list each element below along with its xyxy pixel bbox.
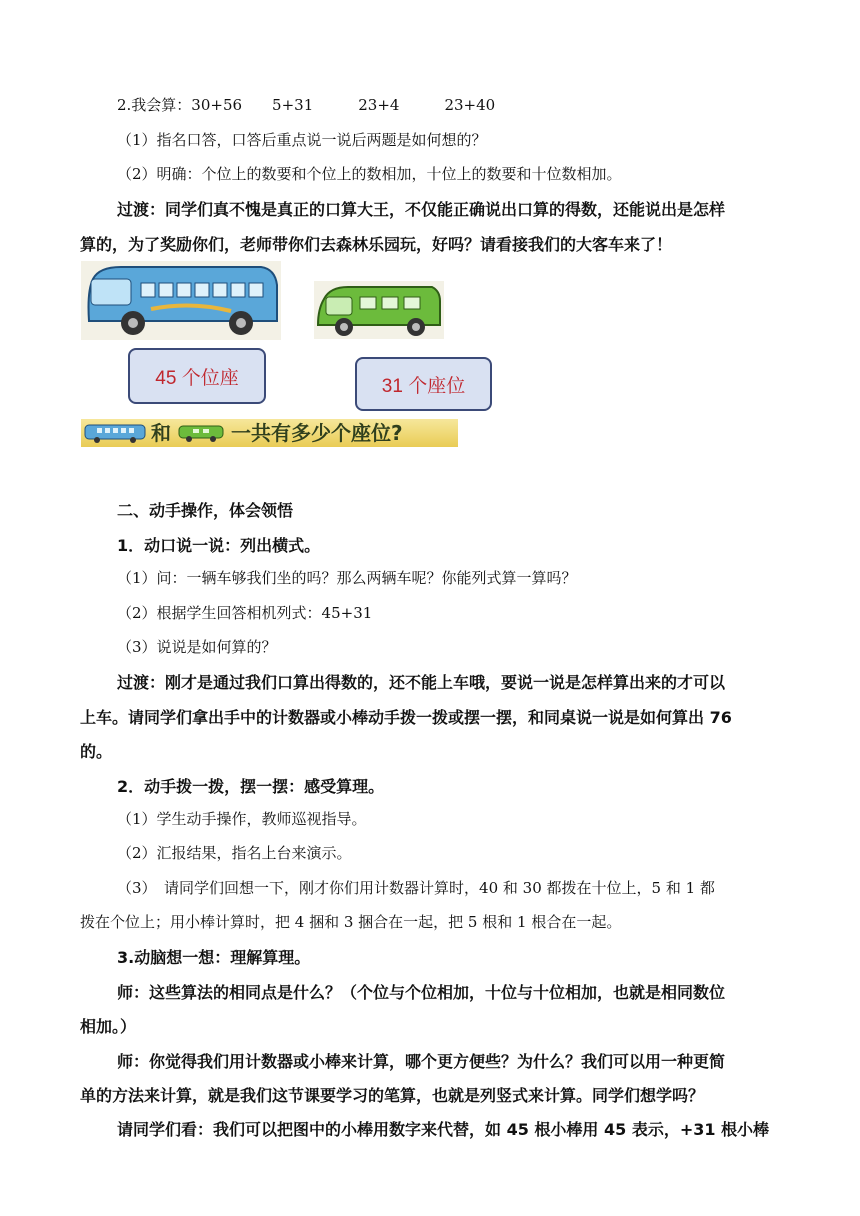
teacher-question-3-line-1: 请同学们看：我们可以把图中的小棒用数字来代替，如 45 根小棒用 45 表示，+31 根小棒 <box>117 1120 770 1139</box>
big-bus-seats-box <box>128 348 266 404</box>
step-2-title: 2．动手拨一拨，摆一摆：感受算理。 <box>117 777 385 796</box>
teacher-question-1-line-2: 相加。） <box>80 1017 137 1036</box>
small-van-image <box>314 281 444 339</box>
exercise-title: 2.我会算：30+56 5+31 23+4 23+40 <box>117 96 496 114</box>
step-1-title: 1．动口说一说：列出横式。 <box>117 536 321 555</box>
banner-question: 一共有多少个座位? <box>231 421 403 445</box>
step-3-title: 3.动脑想一想：理解算理。 <box>117 948 311 967</box>
teacher-question-2-line-2: 单的方法来计算，就是我们这节课要学习的笔算，也就是列竖式来计算。同学们想学吗？ <box>80 1086 705 1105</box>
transition-2-line-1: 过渡：刚才是通过我们口算出得数的，还不能上车哦，要说一说是怎样算出来的才可以 <box>117 673 726 692</box>
transition-2-line-3: 的。 <box>80 742 113 761</box>
step-1-item-1: （1）问：一辆车够我们坐的吗？那么两辆车呢？你能列式算一算吗？ <box>117 569 577 587</box>
step-2-item-2: （2）汇报结果，指名上台来演示。 <box>117 844 352 862</box>
small-bus-seats-box <box>355 357 492 411</box>
step-2-item-3-line-2: 拨在个位上；用小棒计算时，把 4 捆和 3 捆合在一起，把 5 根和 1 根合在一起。 <box>80 913 622 931</box>
transition-2-line-2: 上车。请同学们拿出手中的计数器或小棒动手拨一拨或摆一摆，和同桌说一说是如何算出 76 <box>80 708 732 727</box>
mini-van-icon <box>177 423 225 443</box>
small-bus-seats-label: 31 个座位 <box>381 375 466 397</box>
mini-bus-icon <box>83 422 147 444</box>
section-heading: 二、动手操作，体会领悟 <box>117 501 294 520</box>
teacher-question-1-line-1: 师：这些算法的相同点是什么？（个位与个位相加，十位与十位相加，也就是相同数位 <box>117 983 726 1002</box>
big-bus-seats-label: 45 个位座 <box>155 367 239 389</box>
step-2-item-3-line-1: （3） 请同学们回想一下，刚才你们用计数器计算时，40 和 30 都拨在十位上，5 和 1 都 <box>117 879 715 897</box>
exercise-item-2: （2）明确：个位上的数要和个位上的数相加，十位上的数要和十位数相加。 <box>117 165 622 183</box>
big-bus-image <box>81 261 281 340</box>
transition-paragraph-line-1: 过渡：同学们真不愧是真正的口算大王，不仅能正确说出口算的得数，还能说出是怎样 <box>117 200 726 219</box>
question-banner <box>81 419 458 447</box>
exercise-item-1: （1）指名口答，口答后重点说一说后两题是如何想的？ <box>117 131 487 149</box>
step-1-item-3: （3）说说是如何算的？ <box>117 638 277 656</box>
step-2-item-1: （1）学生动手操作，教师巡视指导。 <box>117 810 367 828</box>
banner-join-word: 和 <box>151 421 171 445</box>
transition-paragraph-line-2: 算的，为了奖励你们，老师带你们去森林乐园玩，好吗？请看接我们的大客车来了！ <box>80 235 673 254</box>
teacher-question-2-line-1: 师：你觉得我们用计数器或小棒来计算，哪个更方便些？为什么？我们可以用一种更简 <box>117 1052 726 1071</box>
step-1-item-2: （2）根据学生回答相机列式：45+31 <box>117 604 373 622</box>
